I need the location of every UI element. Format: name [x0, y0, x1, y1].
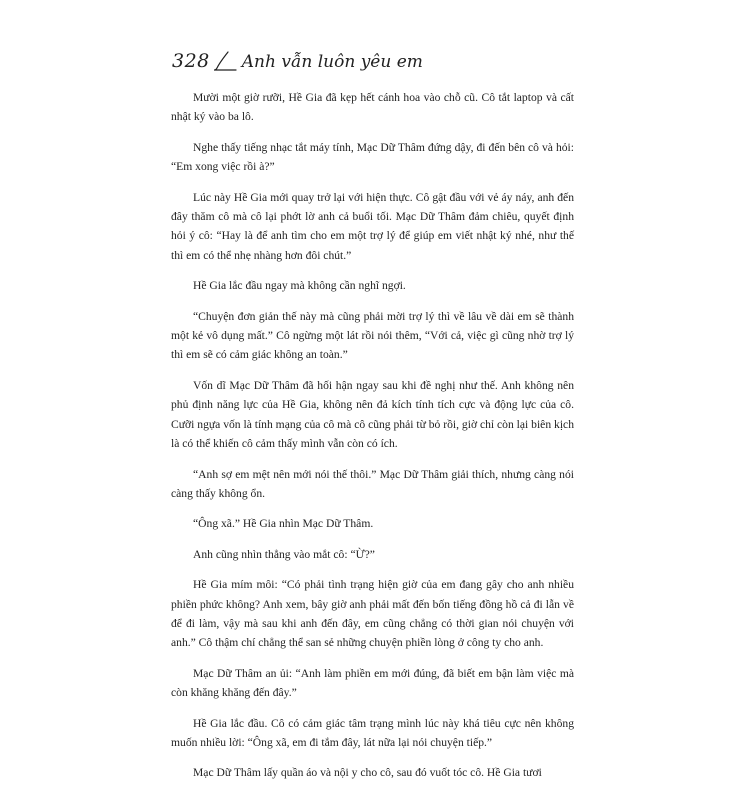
paragraph: Mạc Dữ Thâm lấy quần áo và nội y cho cô, sau đó vuốt tóc cô. Hề Gia tươi — [193, 766, 542, 780]
paragraph: Hề Gia mím môi: “Có phải tình trạng hiện giờ của em đang gây cho anh nhiều phiền phức không? Anh xem, bây giờ anh phải mất đến bốn tiếng đồng hồ cả đi lẫn về để đi làm, vậy mà sau khi anh đến đây, em cũng chẳng có thời gian nói chuyện với anh.” Cô thậm chí chẳng thể san sẻ những chuyện phiền lòng ở công ty cho anh. — [171, 578, 574, 650]
paragraph: Lúc này Hề Gia mới quay trở lại với hiện thực. Cô gật đầu với vẻ áy náy, anh đến đây thăm cô mà cô lại phớt lờ anh cả buổi tối. Mạc Dữ Thâm đảm chiêu, quyết định hỏi ý cô: “Hay là để anh tìm cho em một trợ lý để giúp em viết nhật ký nhé, như thế thì em có thể nhẹ nhàng hơn đôi chút.” — [171, 190, 574, 262]
page-number: 328 — [172, 50, 210, 72]
page-body-text — [171, 88, 574, 794]
book-title: Anh vẫn luôn yêu em — [241, 52, 423, 72]
paragraph: Hề Gia lắc đầu. Cô có cảm giác tâm trạng mình lúc này khá tiêu cực nên không muốn nhiều lời: “Ông xã, em đi tắm đây, lát nữa lại nói chuyện tiếp.” — [171, 716, 574, 749]
paragraph: Mười một giờ rưỡi, Hề Gia đã kẹp hết cánh hoa vào chỗ cũ. Cô tắt laptop và cất nhật ký vào ba lô. — [171, 91, 574, 124]
paragraph: Nghe thấy tiếng nhạc tắt máy tính, Mạc Dữ Thâm đứng dậy, đi đến bên cô và hỏi: “Em xong việc rồi à?” — [171, 140, 574, 174]
paragraph: Vốn dĩ Mạc Dữ Thâm đã hối hận ngay sau khi đề nghị như thế. Anh không nên phủ định năng lực của Hề Gia, không nên đả kích tính tích cực và động lực của cô. Cưỡi ngựa vốn là tính mạng của cô mà cô cũng phải từ bỏ rồi, giờ chỉ còn lại biên kịch là có thể khiến cô cảm thấy mình vẫn còn có ích. — [171, 378, 574, 451]
paragraph: Anh cũng nhìn thẳng vào mắt cô: “Ừ?” — [193, 547, 375, 561]
paragraph: “Anh sợ em mệt nên mới nói thế thôi.” Mạc Dữ Thâm giải thích, nhưng càng nói càng thấy không ổn. — [171, 467, 574, 500]
paragraph: Mạc Dữ Thâm an ủi: “Anh làm phiền em mới đúng, đã biết em bận làm việc mà còn khăng khăng đến đây.” — [171, 666, 574, 700]
paragraph: Hề Gia lắc đầu ngay mà không cần nghĩ ngợi. — [193, 279, 406, 293]
paragraph: “Ông xã.” Hề Gia nhìn Mạc Dữ Thâm. — [193, 517, 374, 531]
flourish-ornament-icon — [212, 50, 238, 72]
running-header — [172, 42, 423, 72]
paragraph: “Chuyện đơn giản thế này mà cũng phải mời trợ lý thì về lâu về dài em sẽ thành một kẻ vô dụng mất.” Cô ngừng một lát rồi nói thêm, “Với cả, việc gì cũng nhờ trợ lý thì em sẽ có cảm giác không an toàn.” — [171, 309, 574, 362]
